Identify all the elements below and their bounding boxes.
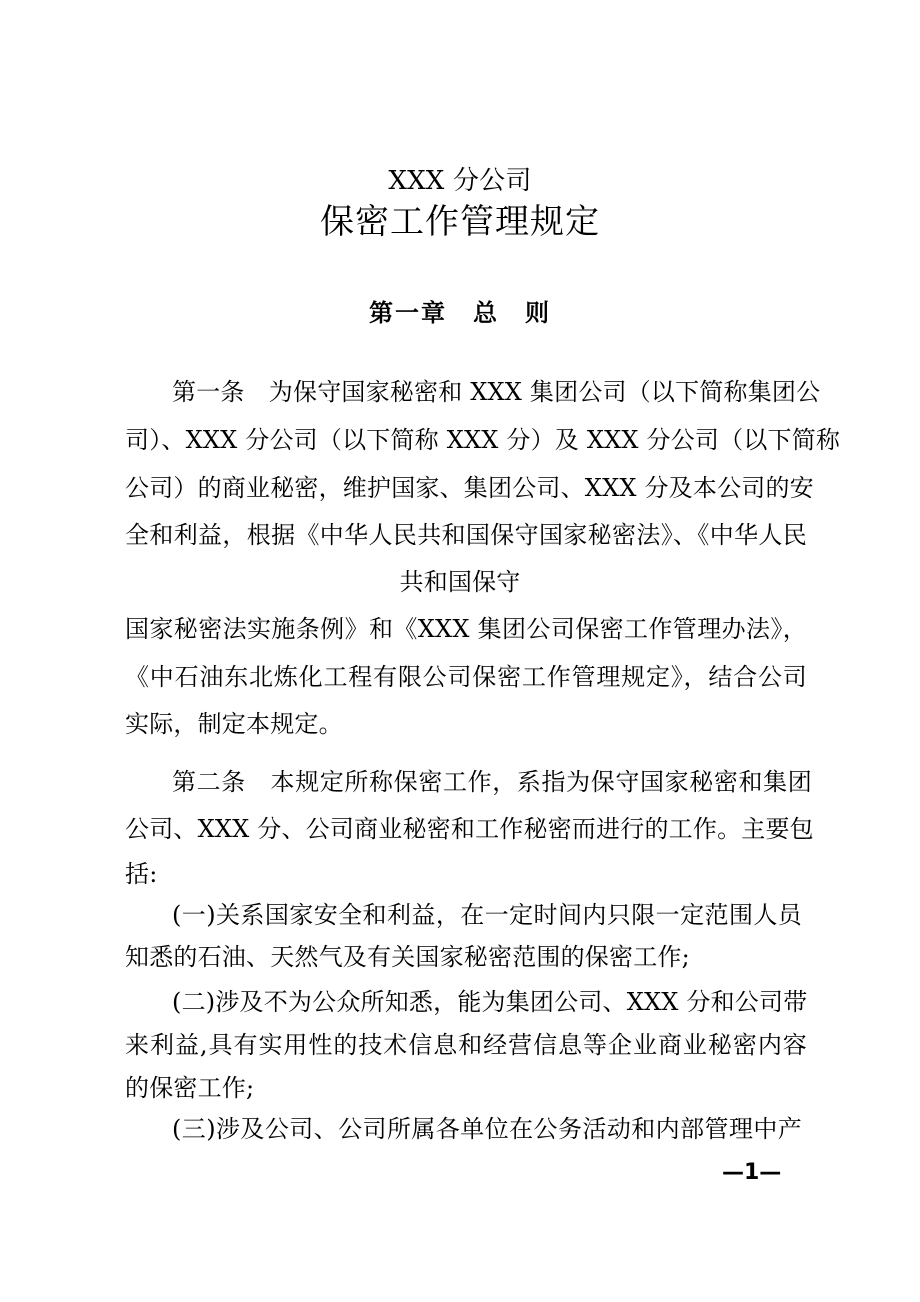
article-2-line-3: 括: (125, 860, 158, 888)
item-1-line-2: 知悉的石油、天然气及有关国家秘密范围的保密工作; (125, 943, 690, 971)
article-1-line-7: 《中石油东北炼化工程有限公司保密工作管理规定》，结合公司 (125, 663, 807, 691)
page-number: —1— (722, 1160, 782, 1185)
company-name: XXX 分公司 (388, 166, 532, 196)
item-2-line-1: (二)涉及不为公众所知悉，能为集团公司、XXX 分和公司带 (172, 988, 808, 1016)
item-2-line-2: 来利益,具有实用性的技术信息和经营信息等企业商业秘密内容 (125, 1031, 807, 1059)
article-1-line-6: 国家秘密法实施条例》和《XXX 集团公司保密工作管理办法》， (125, 615, 807, 643)
item-1-line-1: (一)关系国家安全和利益，在一定时间内只限一定范围人员 (172, 901, 802, 929)
document-title: 保密工作管理规定 (320, 202, 600, 242)
article-1-line-8: 实际，制定本规定。 (125, 710, 343, 738)
article-1-line-5: 共和国保守 (399, 568, 521, 596)
article-1-line-1: 第一条 为保守国家秘密和 XXX 集团公司（以下简称集团公 (172, 378, 821, 406)
article-2-line-2: 公司、XXX 分、公司商业秘密和工作秘密而进行的工作。主要包 (125, 815, 814, 843)
article-1-line-3: 公司）的商业秘密，维护国家、集团公司、XXX 分及本公司的安 (125, 474, 814, 502)
item-2-line-3: 的保密工作; (125, 1074, 255, 1102)
article-1-line-2: 司）、XXX 分公司（以下简称 XXX 分）及 XXX 分公司（以下简称 (125, 426, 841, 454)
article-1-line-4: 全和利益，根据《中华人民共和国保守国家秘密法》、《中华人民 (125, 521, 807, 549)
article-2-line-1: 第二条 本规定所称保密工作，系指为保守国家秘密和集团 (172, 768, 812, 796)
chapter-heading: 第一章 总 则 (369, 299, 551, 327)
item-3-line-1: (三)涉及公司、公司所属各单位在公务活动和内部管理中产 (172, 1115, 802, 1143)
